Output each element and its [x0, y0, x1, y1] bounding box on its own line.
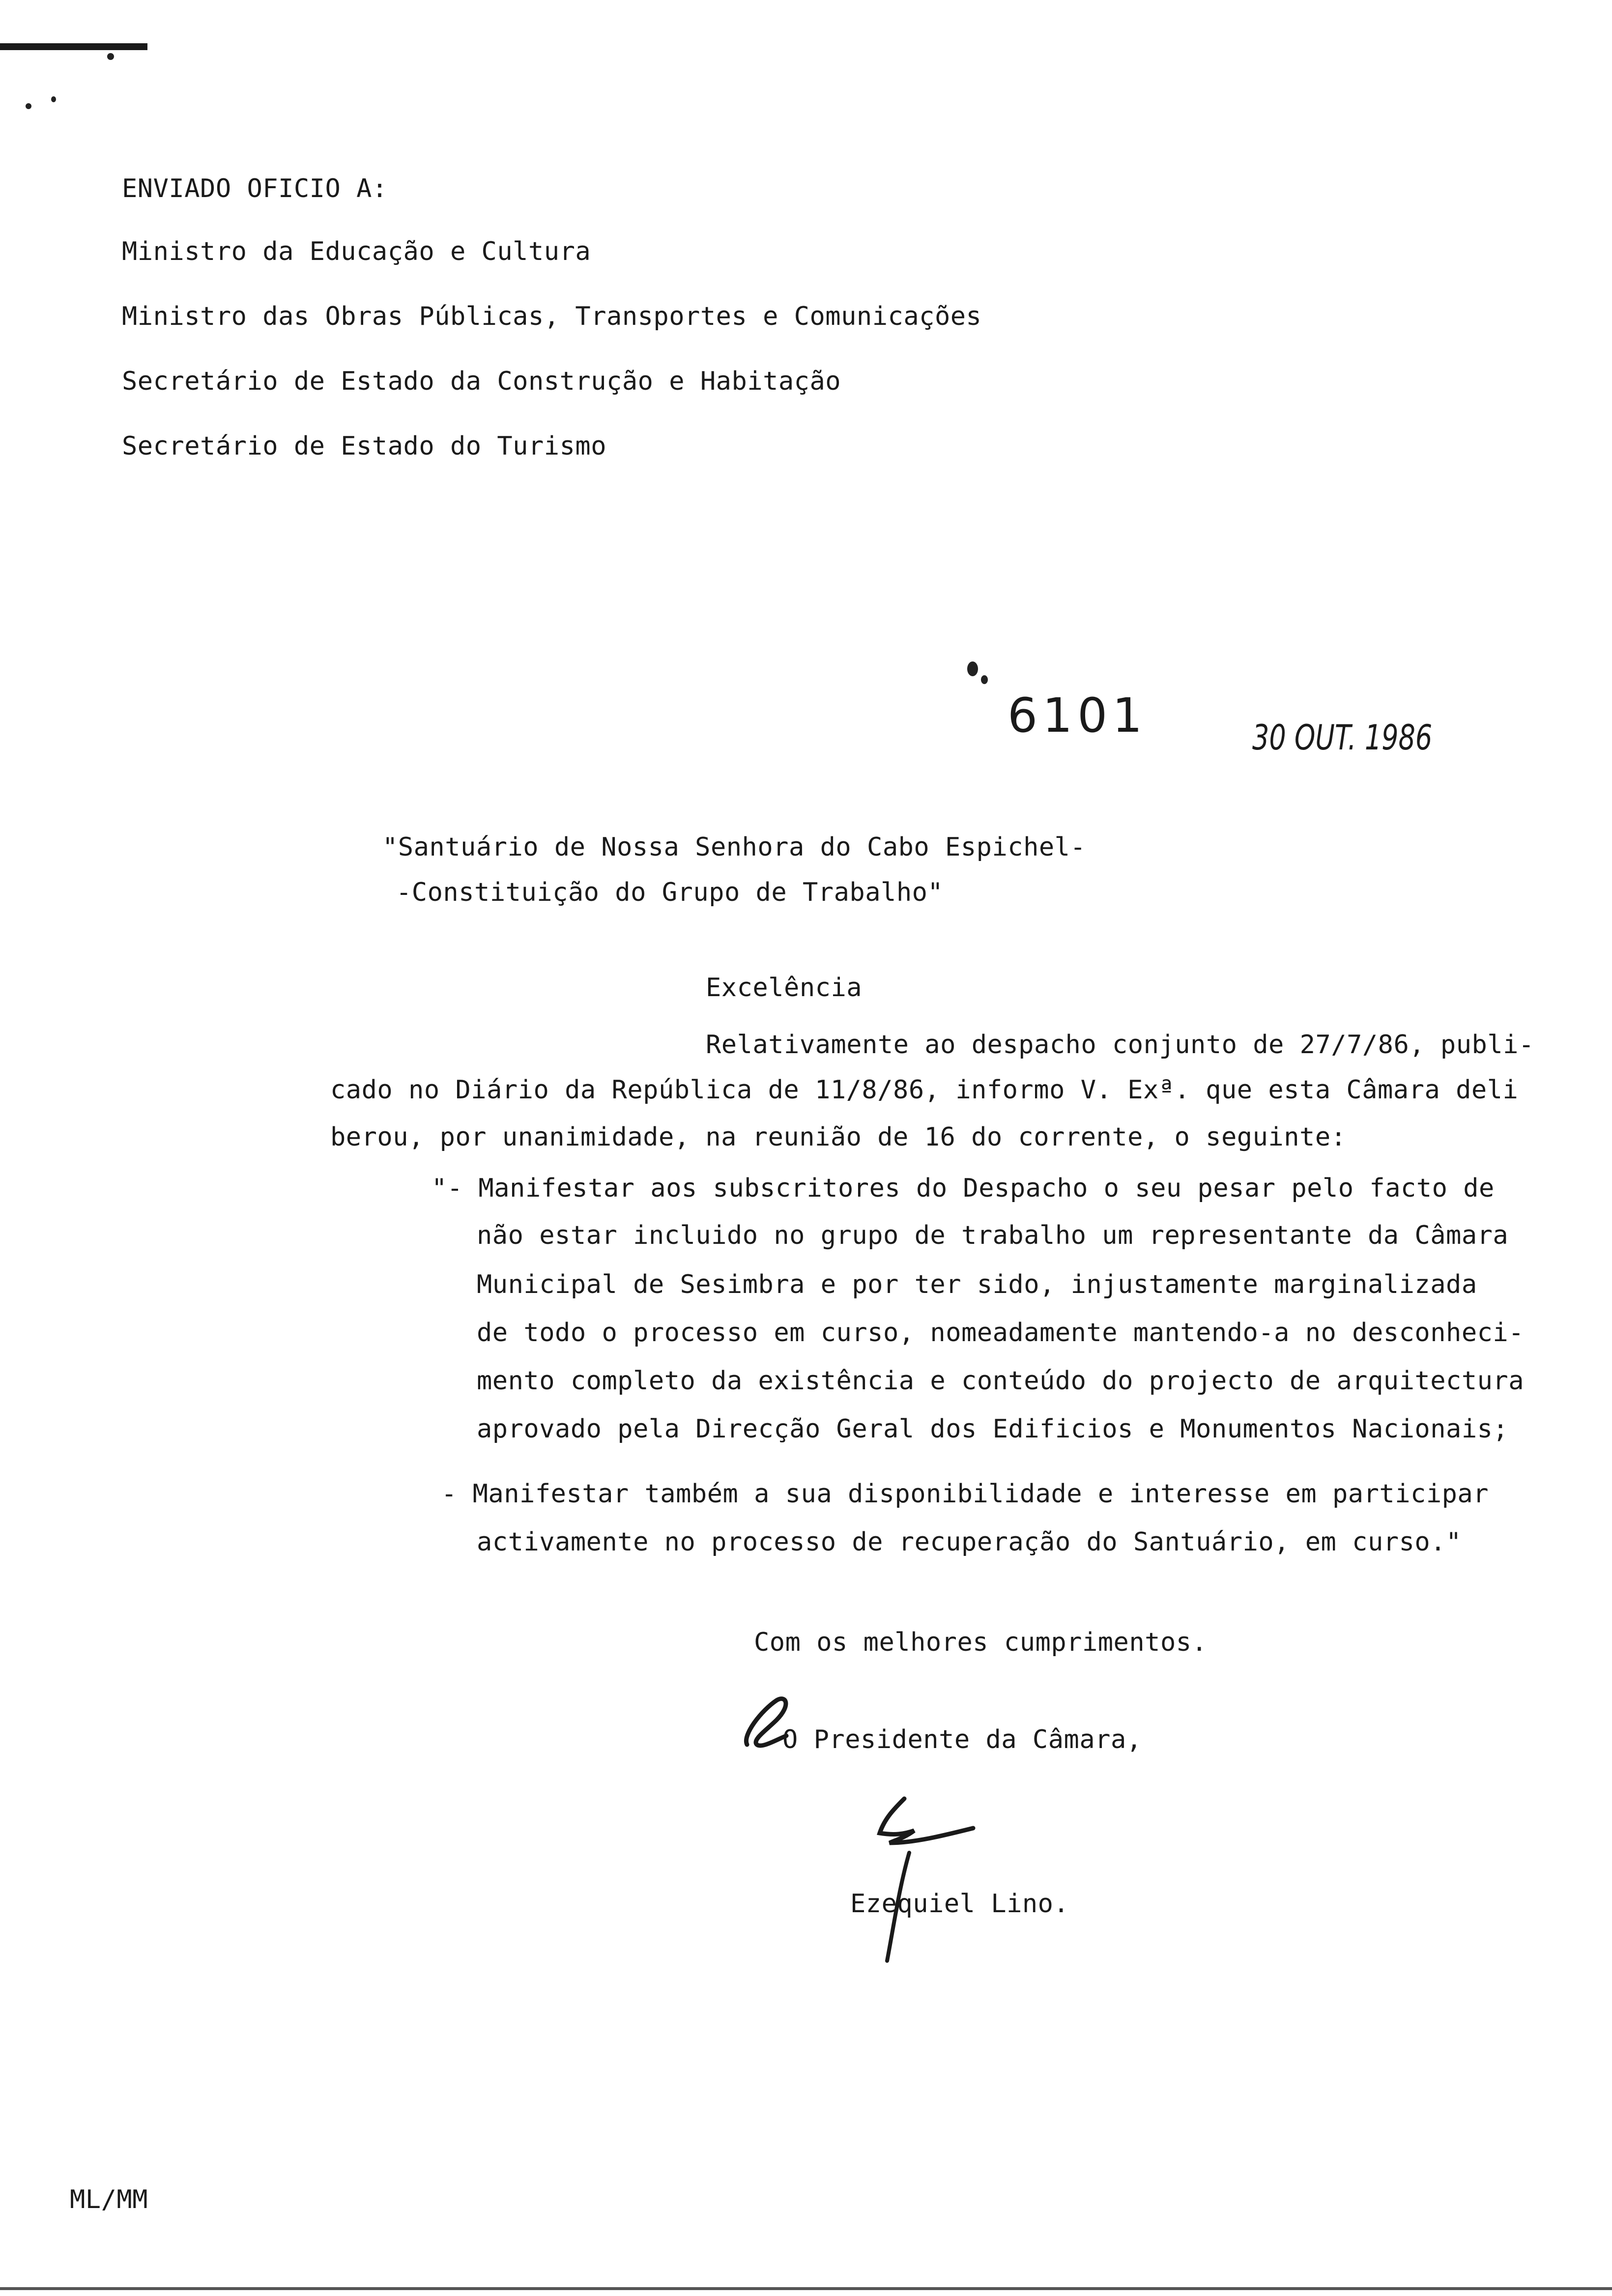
paragraph-line: Relativamente ao despacho conjunto de 27/7/86, publi-	[706, 1030, 1534, 1060]
recipient-line: Ministro da Educação e Cultura	[122, 237, 591, 266]
signatory-title: O Presidente da Câmara,	[782, 1725, 1142, 1754]
scan-dot	[51, 96, 56, 102]
item-line: "- Manifestar aos subscritores do Despacho o seu pesar pelo facto de	[432, 1174, 1495, 1203]
recipient-line: Ministro das Obras Públicas, Transportes e Comunicações	[122, 302, 982, 331]
salutation: Excelência	[706, 973, 863, 1003]
item-line: - Manifestar também a sua disponibilidade e interesse em participar	[441, 1479, 1489, 1509]
item-line: activamente no processo de recuperação do Santuário, em curso."	[477, 1527, 1462, 1557]
item-line: aprovado pela Direcção Geral dos Edificios e Monumentos Nacionais;	[477, 1414, 1509, 1444]
item-line: de todo o processo em curso, nomeadamente mantendo-a no desconheci-	[477, 1318, 1525, 1348]
scan-dot	[107, 53, 114, 60]
signatory-name: Ezequiel Lino.	[850, 1889, 1069, 1919]
recipient-line: Secretário de Estado da Construção e Habitação	[122, 367, 841, 396]
item-line: mento completo da existência e conteúdo do projecto de arquitectura	[477, 1366, 1525, 1396]
stamp-ink-dot	[981, 675, 988, 684]
scan-mark-top	[0, 43, 147, 50]
item-line: Municipal de Sesimbra e por ter sido, injustamente marginalizada	[477, 1270, 1477, 1299]
paragraph-line: cado no Diário da República de 11/8/86, informo V. Exª. que esta Câmara deli	[330, 1075, 1519, 1105]
stamp-ink-dot	[967, 661, 978, 676]
subject-line: -Constituição do Grupo de Trabalho"	[396, 878, 944, 907]
item-line: não estar incluido no grupo de trabalho um representante da Câmara	[477, 1221, 1509, 1250]
bottom-edge-line	[0, 2287, 1612, 2290]
closing: Com os melhores cumprimentos.	[754, 1628, 1208, 1657]
footer-initials: ML/MM	[70, 2185, 148, 2214]
subject-line: "Santuário de Nossa Senhora do Cabo Espichel-	[382, 832, 1086, 862]
sent-label: ENVIADO OFICIO A:	[122, 174, 388, 203]
stamp-number: 6101	[1008, 688, 1148, 743]
stamp-date: 30 OUT. 1986	[1252, 718, 1433, 758]
paragraph-line: berou, por unanimidade, na reunião de 16 do corrente, o seguinte:	[330, 1122, 1347, 1152]
signature	[865, 1789, 1012, 1985]
scan-dot	[26, 103, 31, 109]
recipient-line: Secretário de Estado do Turismo	[122, 431, 607, 461]
